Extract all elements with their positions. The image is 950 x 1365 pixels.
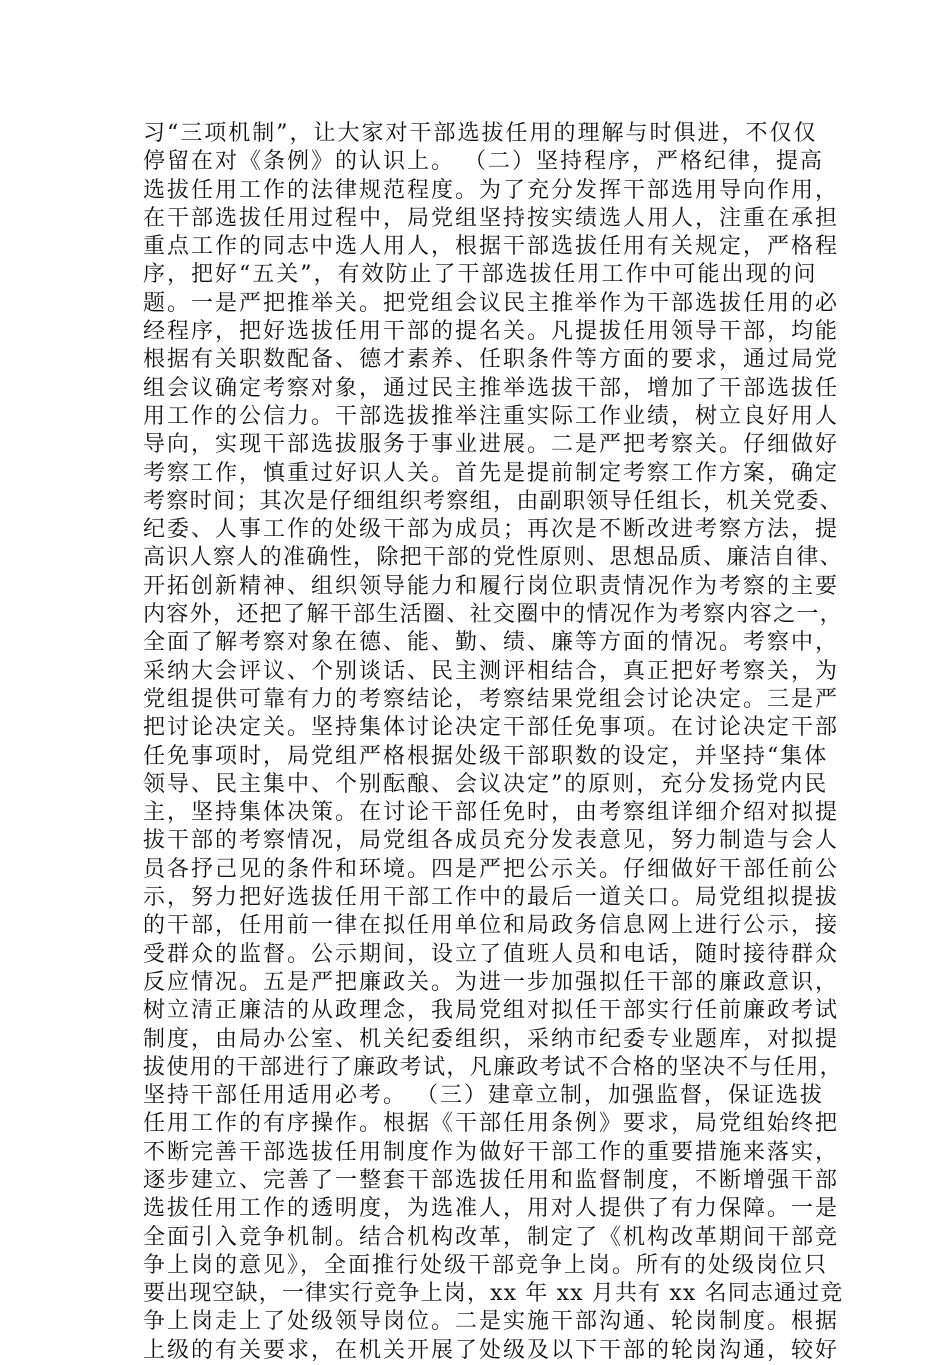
text-line: 全面引入竞争机制。结合机构改革，制定了《机构改革期间干部竞 — [143, 1224, 840, 1250]
text-line: 上级的有关要求，在机关开展了处级及以下干部的轮岗沟通，较好 — [143, 1337, 840, 1363]
text-line: 重点工作的同志中选人用人，根据干部选拔任用有关规定，严格程 — [143, 234, 840, 260]
text-line: 争上岗的意见》，全面推行处级干部竞争上岗。所有的处级岗位只 — [143, 1252, 829, 1278]
text-line: 主，坚持集体决策。在讨论干部任免时，由考察组详细介绍对拟提 — [143, 800, 840, 826]
text-line: 全面了解考察对象在德、能、勤、绩、廉等方面的情况。考察中， — [143, 630, 840, 656]
text-line: 党组提供可靠有力的考察结论，考察结果党组会讨论决定。三是严 — [143, 686, 840, 712]
text-line: 考察时间；其次是仔细组织考察组，由副职领导任组长，机关党委、 — [143, 488, 844, 514]
text-line: 拔干部的考察情况，局党组各成员充分发表意见，努力制造与会人 — [143, 828, 840, 854]
text-line: 选拔任用工作的透明度，为选准人，用对人提供了有力保障。一是 — [143, 1196, 840, 1222]
text-line: 任免事项时，局党组严格根据处级干部职数的设定，并坚持“集体 — [143, 743, 829, 769]
text-line: 员各抒己见的条件和环境。四是严把公示关。仔细做好干部任前公 — [143, 856, 840, 882]
text-line: 考察工作，慎重过好识人关。首先是提前制定考察工作方案，确定 — [143, 460, 840, 486]
text-line: 领导、民主集中、个别酝酿、会议决定”的原则，充分发扬党内民 — [143, 771, 829, 797]
text-line: 纪委、人事工作的处级干部为成员；再次是不断改进考察方法，提 — [143, 517, 840, 543]
text-line: 不断完善干部选拔任用制度作为做好干部工作的重要措施来落实， — [143, 1139, 840, 1165]
text-line: 习“三项机制”，让大家对干部选拔任用的理解与时俱进，不仅仅 — [143, 121, 818, 146]
text-line: 根据有关职数配备、德才素养、任职条件等方面的要求，通过局党 — [143, 347, 840, 373]
text-line: 逐步建立、完善了一整套干部选拔任用和监督制度，不断增强干部 — [143, 1167, 840, 1193]
text-line: 用工作的公信力。干部选拔推举注重实际工作业绩，树立良好用人 — [143, 403, 840, 429]
text-line: 内容外，还把了解干部生活圈、社交圈中的情况作为考察内容之一， — [143, 602, 844, 628]
text-line: 坚持干部任用适用必考。 （三）建章立制，加强监督，保证选拔 — [143, 1083, 824, 1109]
text-line: 组会议确定考察对象，通过民主推举选拔干部，增加了干部选拔任 — [143, 375, 840, 401]
text-line: 高识人察人的准确性，除把干部的党性原则、思想品质、廉洁自律、 — [143, 545, 844, 571]
text-line: 开拓创新精神、组织领导能力和履行岗位职责情况作为考察的主要 — [143, 573, 840, 599]
text-line: 选拔任用工作的法律规范程度。为了充分发挥干部选用导向作用， — [143, 177, 840, 203]
text-line: 把讨论决定关。坚持集体讨论决定干部任免事项。在讨论决定干部 — [143, 715, 840, 741]
text-line: 的干部，任用前一律在拟任用单位和局政务信息网上进行公示，接 — [143, 913, 840, 939]
text-line: 拔使用的干部进行了廉政考试，凡廉政考试不合格的坚决不与任用， — [143, 1054, 844, 1080]
text-line: 采纳大会评议、个别谈话、民主测评相结合，真正把好考察关，为 — [143, 658, 840, 684]
text-line: 争上岗走上了处级领导岗位。二是实施干部沟通、轮岗制度。根据 — [143, 1309, 840, 1335]
text-line: 反应情况。五是严把廉政关。为进一步加强拟任干部的廉政意识， — [143, 969, 840, 995]
text-line: 在干部选拔任用过程中，局党组坚持按实绩选人用人，注重在承担 — [143, 205, 840, 231]
text-line: 受群众的监督。公示期间，设立了值班人员和电话，随时接待群众 — [143, 941, 840, 967]
text-line: 序，把好“五关”，有效防止了干部选拔任用工作中可能出现的问 — [143, 262, 818, 288]
body-text — [143, 120, 843, 1365]
text-line: 停留在对《条例》的认识上。 （二）坚持程序，严格纪律，提高 — [143, 149, 824, 175]
text-line: 要出现空缺，一律实行竞争上岗，xx 年 xx 月共有 xx 名同志通过竞 — [143, 1281, 844, 1307]
text-line: 制度，由局办公室、机关纪委组织，采纳市纪委专业题库，对拟提 — [143, 1026, 840, 1052]
text-line: 导向，实现干部选拔服务于事业进展。二是严把考察关。仔细做好 — [143, 432, 840, 458]
text-line: 树立清正廉洁的从政理念，我局党组对拟任干部实行任前廉政考试 — [143, 998, 840, 1024]
text-line: 经程序，把好选拔任用干部的提名关。凡提拔任用领导干部，均能 — [143, 319, 840, 345]
text-line: 任用工作的有序操作。根据《干部任用条例》要求，局党组始终把 — [143, 1111, 840, 1137]
text-line: 示，努力把好选拔任用干部工作中的最后一道关口。局党组拟提拔 — [143, 885, 840, 911]
text-line: 题。一是严把推举关。把党组会议民主推举作为干部选拔任用的必 — [143, 290, 840, 316]
